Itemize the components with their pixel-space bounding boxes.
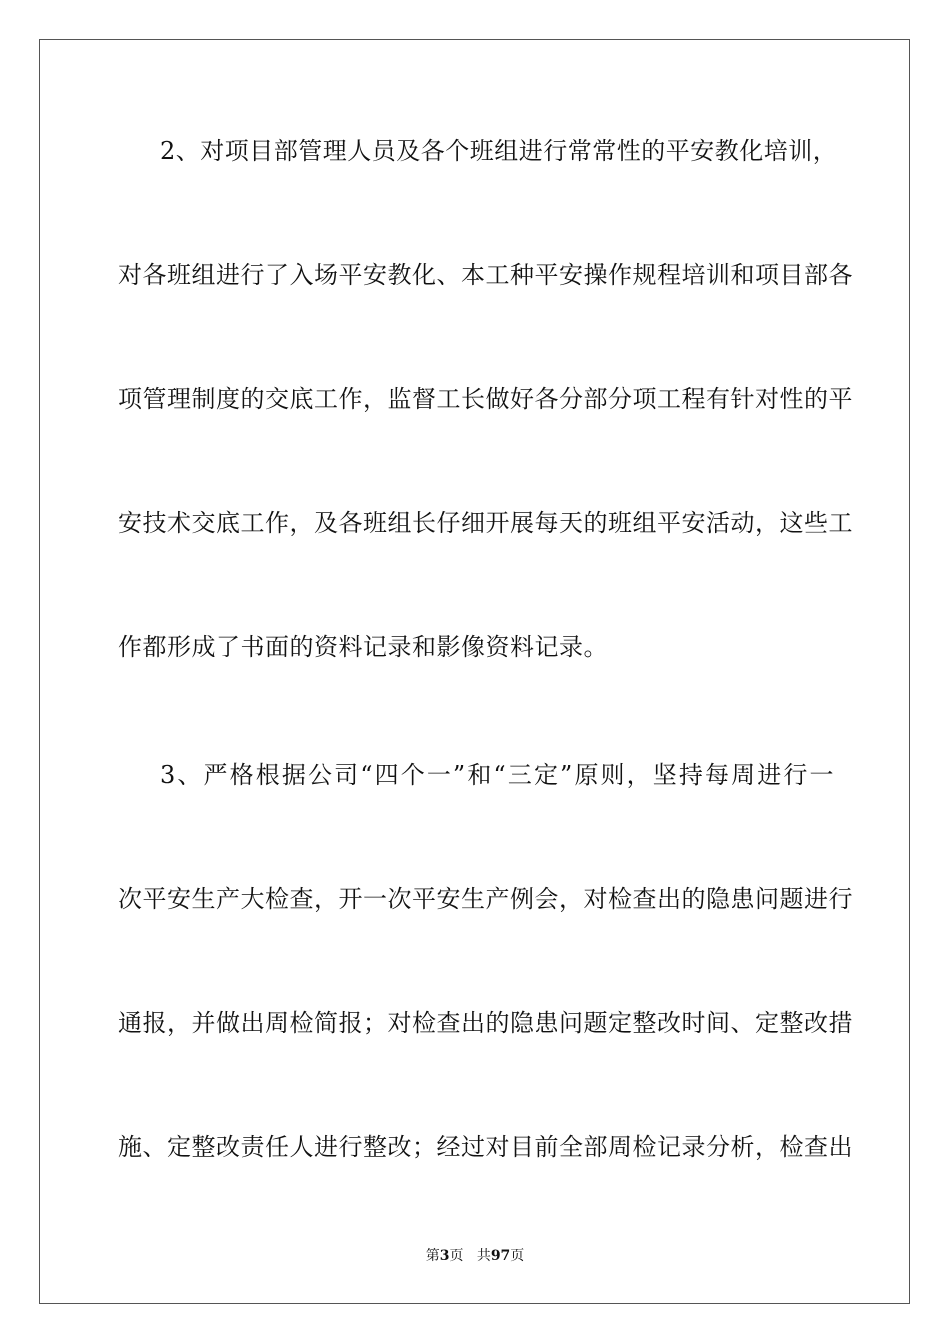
paragraph-line: 3、严格根据公司“四个一”和“三定”原则，坚持每周进行一 xyxy=(160,761,834,789)
paragraph-line: 施、定整改责任人进行整改；经过对目前全部周检记录分析，检查出 xyxy=(118,1133,853,1161)
page-border xyxy=(39,39,910,1304)
paragraph-line: 项管理制度的交底工作，监督工长做好各分部分项工程有针对性的平 xyxy=(118,385,853,413)
page-number: 3 xyxy=(439,1248,450,1264)
total-prefix: 共 xyxy=(476,1248,491,1264)
paragraph-line: 2、对项目部管理人员及各个班组进行常常性的平安教化培训， xyxy=(160,137,838,165)
paragraph-line: 作都形成了书面的资料记录和影像资料记录。 xyxy=(118,633,608,661)
paragraph-line: 安技术交底工作，及各班组长仔细开展每天的班组平安活动，这些工 xyxy=(118,509,853,537)
page-suffix: 页 xyxy=(449,1248,464,1264)
page-prefix: 第 xyxy=(425,1248,440,1264)
page-footer xyxy=(0,1246,950,1266)
total-suffix: 页 xyxy=(510,1248,525,1264)
total-pages: 97 xyxy=(490,1248,511,1264)
paragraph-line: 通报，并做出周检简报；对检查出的隐患问题定整改时间、定整改措 xyxy=(118,1009,853,1037)
paragraph-line: 次平安生产大检查，开一次平安生产例会，对检查出的隐患问题进行 xyxy=(118,885,853,913)
paragraph-line: 对各班组进行了入场平安教化、本工种平安操作规程培训和项目部各 xyxy=(118,261,853,289)
